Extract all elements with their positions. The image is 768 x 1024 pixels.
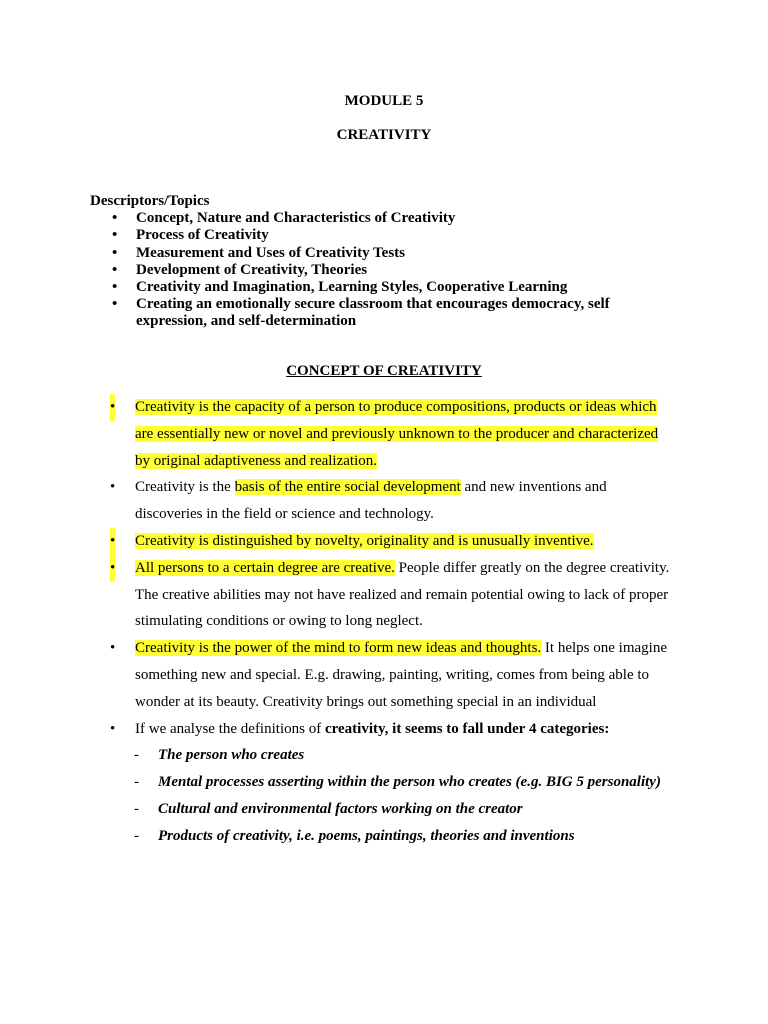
- dash-icon: -: [134, 800, 139, 817]
- topic-item: • Measurement and Uses of Creativity Tests: [112, 244, 406, 261]
- topic-item: • Development of Creativity, Theories: [112, 261, 368, 278]
- concept-list: [110, 394, 690, 850]
- category-item: - Products of creativity, i.e. poems, paintings, theories and inventions: [110, 823, 690, 850]
- bullet-icon: •: [112, 296, 118, 313]
- bullet-icon: •: [112, 279, 118, 296]
- bullet-icon: •: [110, 394, 115, 421]
- concept-heading: CONCEPT OF CREATIVITY: [286, 363, 482, 379]
- topics-section: [90, 193, 676, 331]
- bullet-icon: •: [112, 244, 118, 261]
- bullet-icon: •: [112, 227, 118, 244]
- concept-item: • Creativity is distinguished by novelty, originality and is unusually inventive.: [110, 528, 690, 555]
- concept-item: • Creativity is the capacity of a person to produce compositions, products or ideas which are essentially new or novel and previously unknown to the producer and characterized by original adaptiveness and realization.: [110, 394, 690, 474]
- bullet-icon: •: [110, 720, 116, 737]
- concept-item: • If we analyse the definitions of creativity, it seems to fall under 4 categories:: [110, 716, 690, 743]
- topic-item: • Process of Creativity: [112, 227, 269, 244]
- dash-icon: -: [134, 747, 139, 764]
- concept-item: • Creativity is the basis of the entire social development and new inventions and discoveries in the field or science and technology.: [110, 474, 690, 528]
- concept-item: • Creativity is the power of the mind to form new ideas and thoughts. It helps one imagine something new and special. E.g. drawing, painting, writing, comes from being able to wonder at its beauty. Creativity brings out something special in an individual: [110, 635, 690, 715]
- bullet-icon: •: [112, 210, 118, 227]
- category-item: - The person who creates: [110, 742, 690, 769]
- bullet-icon: •: [110, 640, 116, 657]
- module-label: MODULE 5: [344, 93, 424, 109]
- bullet-icon: •: [110, 479, 116, 496]
- concept-item: • All persons to a certain degree are creative. People differ greatly on the degree creativity. The creative abilities may not have realized and remain potential owing to lack of proper stimulating conditions or owing to long neglect.: [110, 555, 690, 635]
- bullet-icon: •: [110, 528, 115, 555]
- page-title: CREATIVITY: [336, 127, 432, 143]
- topic-item: • Creating an emotionally secure classroom that encourages democracy, self expression, and self-determination: [112, 296, 610, 330]
- topic-item: • Creativity and Imagination, Learning Styles, Cooperative Learning: [112, 279, 568, 296]
- dash-icon: -: [134, 774, 139, 791]
- topic-item: • Concept, Nature and Characteristics of Creativity: [112, 210, 456, 227]
- dash-icon: -: [134, 827, 139, 844]
- category-item: - Cultural and environmental factors working on the creator: [110, 796, 690, 823]
- bullet-icon: •: [110, 555, 115, 582]
- bullet-icon: •: [112, 261, 118, 278]
- topics-heading: Descriptors/Topics: [90, 193, 210, 209]
- category-item: - Mental processes asserting within the person who creates (e.g. BIG 5 personality): [110, 769, 690, 796]
